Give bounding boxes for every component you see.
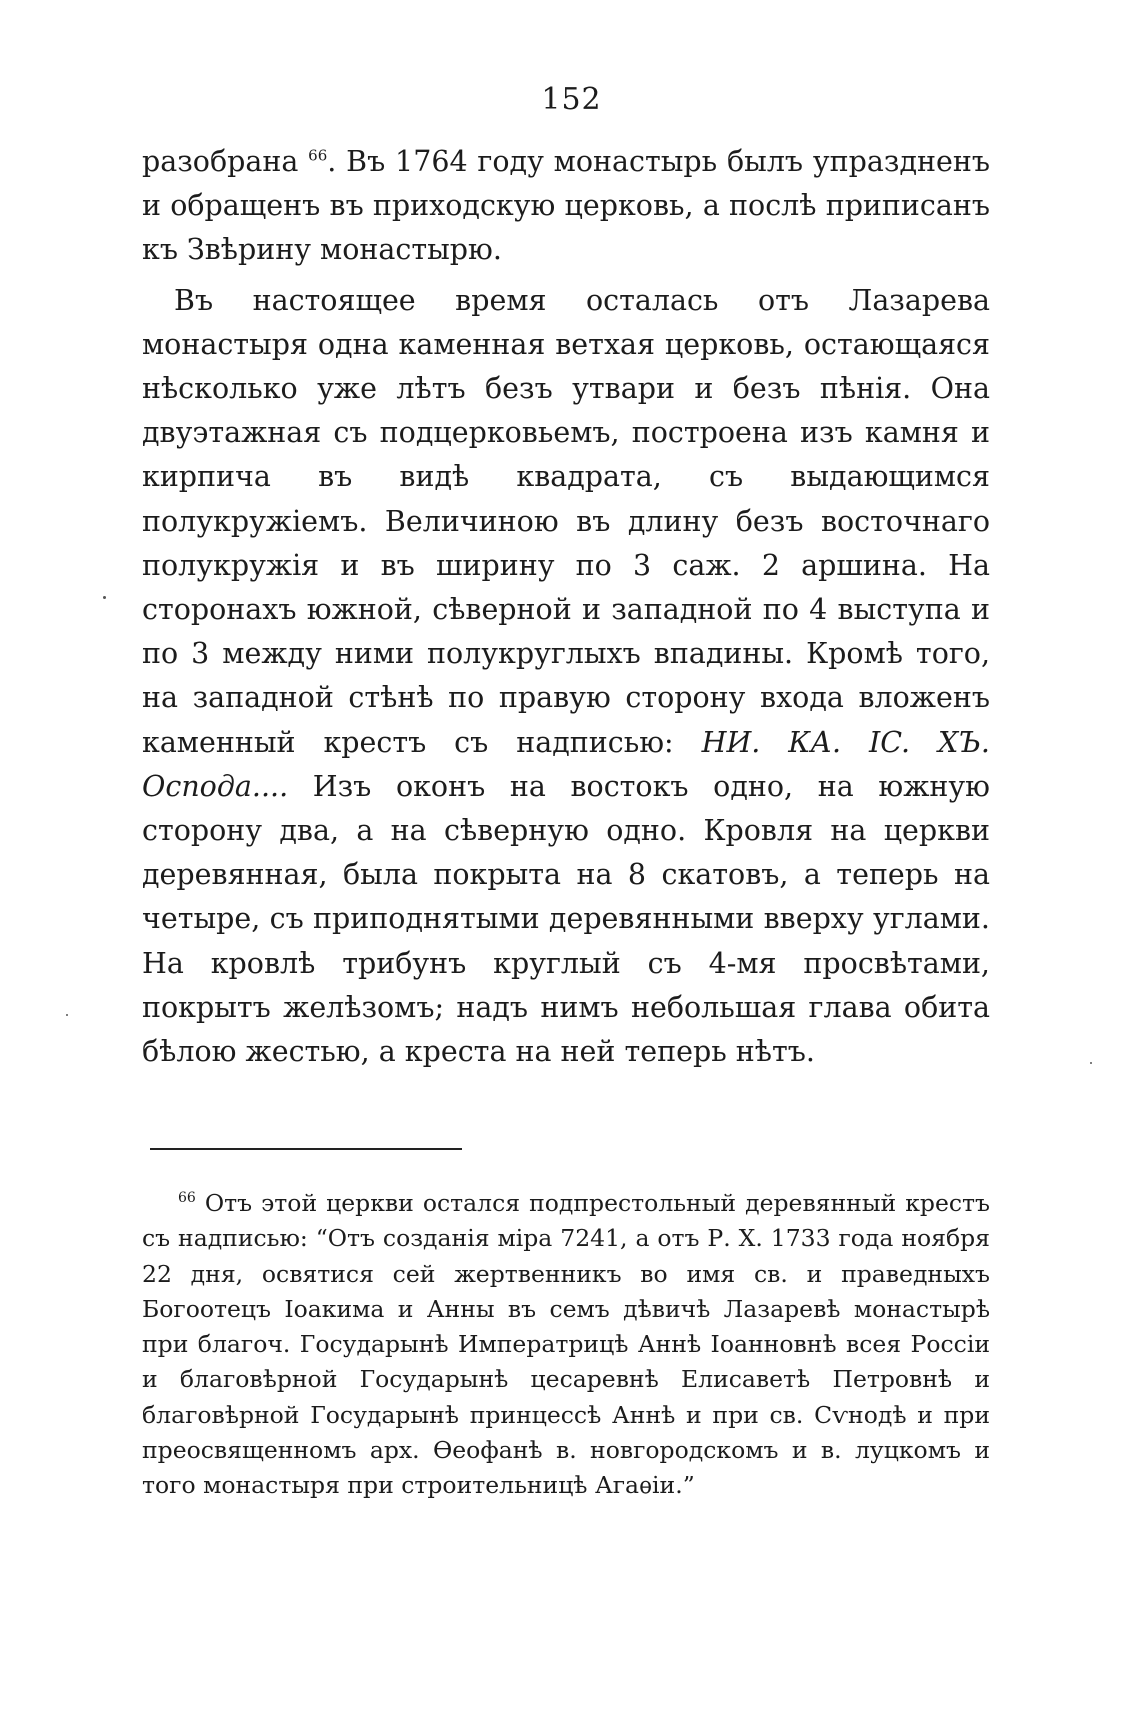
footnote-text: Отъ этой церкви остался подпрестольный деревянный крестъ съ надписью: “Отъ созданія міра 7241, а отъ Р. Х. 1733 года ноября 22 дня, освятися сей жертвенникъ во имя св. и праведныхъ Богоотецъ Іоакима и Анны въ семъ дѣвичѣ Лазаревѣ монастырѣ при благоч. Государынѣ Императрицѣ Аннѣ Іоанновнѣ всея Россіи и благовѣрной Государынѣ цесаревнѣ Елисаветѣ Петровнѣ и благовѣрной Государынѣ принцессѣ Аннѣ и при св. Сѵнодѣ и при преосвященномъ арх. Ѳеофанѣ в. новгородскомъ и в. луцкомъ и того монастыря при строительницѣ Агаѳіи.” [142,1189,990,1500]
footnote-reference[interactable]: 66 [308,146,328,165]
footnote [142,1186,990,1504]
paragraph-2-start: Въ настоящее время осталась отъ Лазарева монастыря одна каменная ветхая церковь, остающаяся нѣсколько уже лѣтъ безъ утвари и безъ пѣнія. Она двуэтажная съ подцерковьемъ, построена изъ камня и кирпича въ видѣ квадрата, съ выдающимся полукружіемъ. Величиною въ длину безъ восточнаго полукружія и въ ширину по 3 саж. 2 аршина. На сторонахъ южной, сѣверной и западной по 4 выступа и по 3 между ними полукруглыхъ впадины. Кромѣ того, на западной стѣнѣ по правую сторону входа вложенъ каменный крестъ съ надписью: [142,283,990,759]
page-number: 152 [541,82,602,117]
paragraph-1-end: . Въ 1764 году монастырь былъ упраздненъ и обращенъ въ приходскую церковь, а послѣ приписанъ къ Звѣрину монастырю. [142,145,990,267]
cross-inscription: НИ. КА. IC. ХЪ. Оспода.... [142,725,990,803]
footnote-mark: 66 [178,1190,196,1207]
paragraph-1-start: разобрана [142,145,309,178]
scan-speck [1090,1062,1092,1064]
scan-speck [103,596,106,599]
footnote-paragraph [142,1186,990,1504]
paragraph-1 [142,140,990,273]
paragraph-2-end: Изъ оконъ на востокъ одно, на южную сторону два, а на сѣверную одно. Кровля на церкви деревянная, была покрыта на 8 скатовъ, а теперь на четыре, съ приподнятыми деревянными вверху углами. На кровлѣ трибунъ круглый съ 4-мя просвѣтами, покрытъ желѣзомъ; надъ нимъ небольшая глава обита бѣлою жестью, а креста на ней теперь нѣтъ. [142,769,990,1069]
main-text [142,140,990,1074]
scan-speck [66,1014,68,1016]
footnote-separator [150,1148,462,1150]
paragraph-2 [142,279,990,1075]
